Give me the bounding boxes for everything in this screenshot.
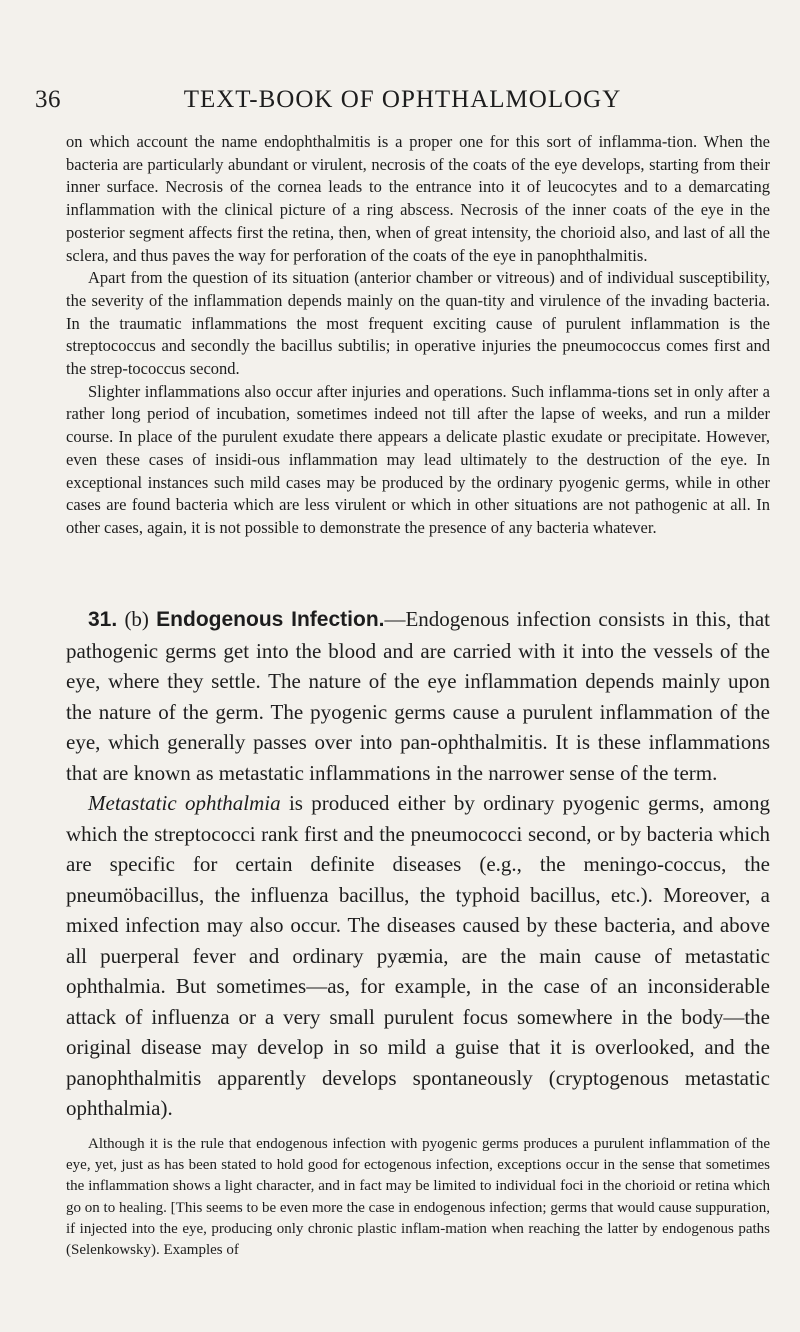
section-intro-text: —Endogenous infection consists in this, that pathogenic germs get into the blood and are carried with it into the vessels of the eye, where they settle. The nature of the eye inflammation depends mainly upon the nature of the germ. The pyogenic germs cause a purulent inflammation of the eye, which generally passes over into pan-ophthalmitis. It is these inflammations that are known as metastatic inflammations in the narrower sense of the term. <box>66 607 771 785</box>
section-heading: Endogenous Infection. <box>156 608 385 631</box>
metastatic-ophthalmia-paragraph <box>66 788 770 1124</box>
italic-term: Metastatic ophthalmia <box>88 791 281 815</box>
section-endogenous-infection <box>66 604 770 1124</box>
running-head: TEXT-BOOK OF OPHTHALMOLOGY <box>183 86 622 113</box>
body-text-block <box>66 131 770 540</box>
page-number: 36 <box>35 86 61 113</box>
paragraph-endophthalmitis: on which account the name endophthalmitis is a proper one for this sort of inflamma-tion. When the bacteria are particularly abundant or virulent, necrosis of the coats of the eye develops, starting from their inner surface. Necrosis of the cornea leads to the entrance into it of leucocytes and to a demarcating inflammation with the clinical picture of a ring abscess. Necrosis of the inner coats of the eye in the posterior segment affects first the retina, then, when of great intensity, the chorioid also, and last of all the sclera, and thus paves the way for perforation of the coats of the eye in panophthalmitis. <box>66 132 770 265</box>
metastatic-text: is produced either by ordinary pyogenic germs, among which the streptococci rank first and the pneumococci second, or by bacteria which are specific for certain definite diseases (e.g., the meningo-coccus, the pneumöbacillus, the influenza bacillus, the typhoid bacillus, etc.). Moreover, a mixed infection may also occur. The diseases caused by these bacteria, and above all puerperal fever and ordinary pyæmia, are the main cause of metastatic ophthalmia. But sometimes—as, for example, in the case of an inconsiderable attack of influenza or a very small purulent focus somewhere in the body—the original disease may develop in so mild a guise that it is overlooked, and the panophthalmitis apparently develops spontaneously (cryptogenous metastatic ophthalmia). <box>66 791 770 1120</box>
section-paragraph <box>66 604 770 788</box>
small-print-note <box>66 1134 770 1261</box>
page-header <box>35 86 770 116</box>
section-number: 31. <box>88 608 118 631</box>
small-print-paragraph: Although it is the rule that endogenous infection with pyogenic germs produces a purulent inflammation of the eye, yet, just as has been stated to hold good for ectogenous infection, exceptions occur in the sense that sometimes the inflammation shows a light character, and in fact may be limited to individual foci in the chorioid or retina which go on to healing. [This seems to be even more the case in endogenous infection; germs that would cause suppuration, if injected into the eye, producing only chronic plastic inflam-mation when reaching the latter by endogenous paths (Selenkowsky). Examples of <box>66 1136 770 1259</box>
paragraph-slighter-inflammations: Slighter inflammations also occur after injuries and operations. Such inflamma-tions set in only after a rather long period of incubation, sometimes indeed not till after the lapse of weeks, and run a milder course. In place of the purulent exudate there appears a delicate plastic exudate or precipitate. However, even these cases of insidi-ous inflammation may lead ultimately to the destruction of the eye. In exceptional instances such mild cases may be produced by the ordinary pyogenic germs, while in other cases are found bacteria which are less virulent or which in other situations are not pathogenic at all. In other cases, again, it is not possible to demonstrate the presence of any bacteria whatever. <box>66 381 770 537</box>
paragraph-severity: Apart from the question of its situation (anterior chamber or vitreous) and of individual susceptibility, the severity of the inflammation depends mainly on the quan-tity and virulence of the invading bacteria. In the traumatic inflammations the most frequent exciting cause of purulent inflammation is the streptococcus and secondly the bacillus subtilis; in operative injuries the pneumococcus comes first and the strep-tococcus second. <box>66 268 770 379</box>
section-subletter: (b) <box>124 607 149 631</box>
